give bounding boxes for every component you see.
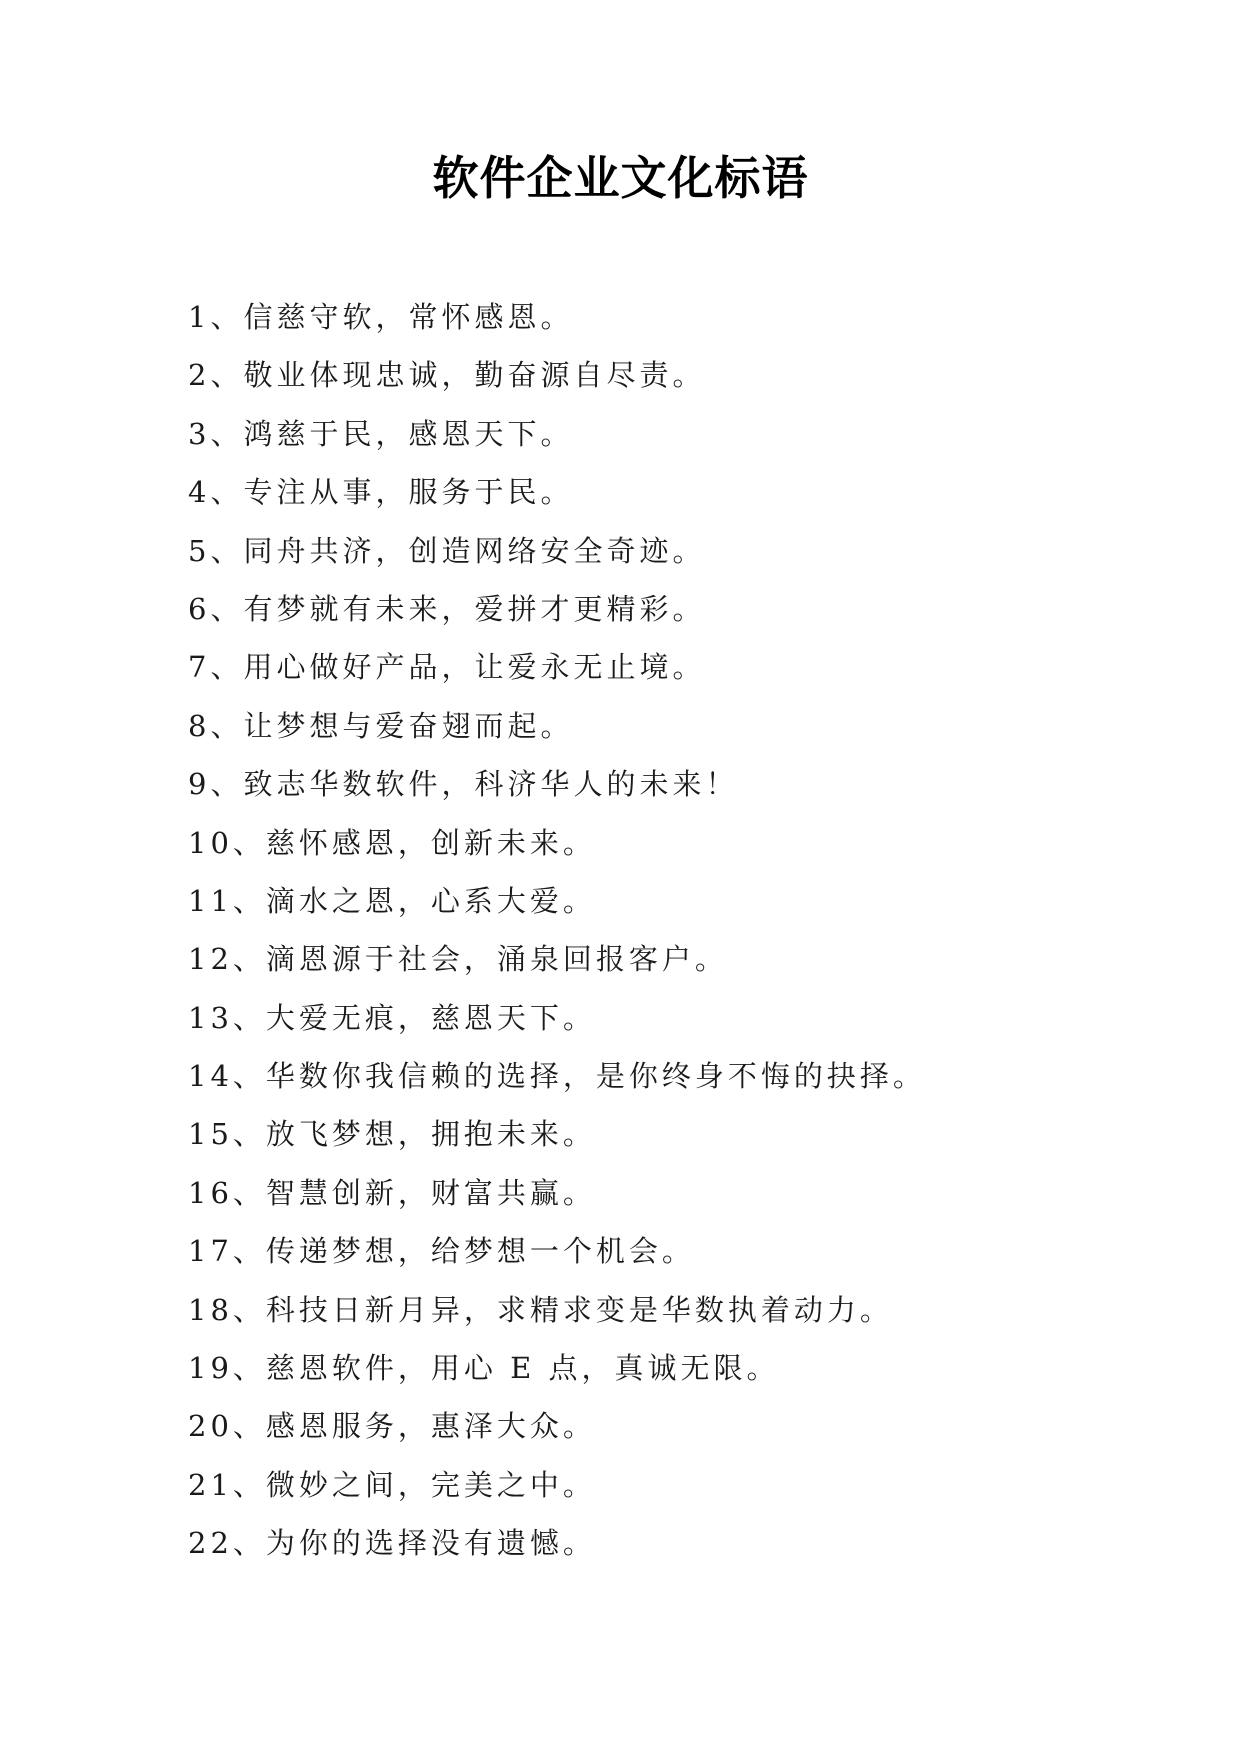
slogan-item: 20、感恩服务，惠泽大众。 (188, 1409, 596, 1444)
slogan-item: 13、大爱无痕，慈恩天下。 (188, 1000, 596, 1035)
slogan-item: 4、专注从事，服务于民。 (188, 475, 574, 510)
slogan-item: 12、滴恩源于社会，涌泉回报客户。 (188, 942, 728, 977)
slogan-item: 16、智慧创新，财富共赢。 (188, 1175, 596, 1210)
slogan-item: 1、信慈守软，常怀感恩。 (188, 300, 574, 334)
slogan-item: 5、同舟共济，创造网络安全奇迹。 (188, 533, 706, 568)
slogan-item: 21、微妙之间，完美之中。 (188, 1467, 596, 1502)
slogan-item: 18、科技日新月异，求精求变是华数执着动力。 (188, 1292, 893, 1327)
slogan-item: 15、放飞梦想，拥抱未来。 (188, 1117, 596, 1152)
slogan-item: 22、为你的选择没有遗憾。 (188, 1526, 596, 1561)
slogan-list (188, 288, 926, 1573)
slogan-item: 19、慈恩软件，用心 E 点，真诚无限。 (188, 1351, 780, 1386)
slogan-item: 7、用心做好产品，让爱永无止境。 (188, 650, 706, 685)
slogan-item: 6、有梦就有未来，爱拼才更精彩。 (188, 591, 706, 626)
slogan-item: 8、让梦想与爱奋翅而起。 (188, 708, 574, 743)
slogan-item: 10、慈怀感恩，创新未来。 (188, 825, 596, 860)
slogan-item: 3、鸿慈于民，感恩天下。 (188, 416, 574, 451)
slogan-item: 9、致志华数软件，科济华人的未来！ (188, 767, 739, 802)
document-title: 软件企业文化标语 (432, 151, 809, 205)
slogan-item: 17、传递梦想，给梦想一个机会。 (188, 1234, 695, 1269)
slogan-item: 11、滴水之恩，心系大爱。 (188, 883, 596, 918)
slogan-item: 2、敬业体现忠诚，勤奋源自尽责。 (188, 358, 706, 393)
slogan-item: 14、华数你我信赖的选择，是你终身不悔的抉择。 (188, 1059, 926, 1094)
